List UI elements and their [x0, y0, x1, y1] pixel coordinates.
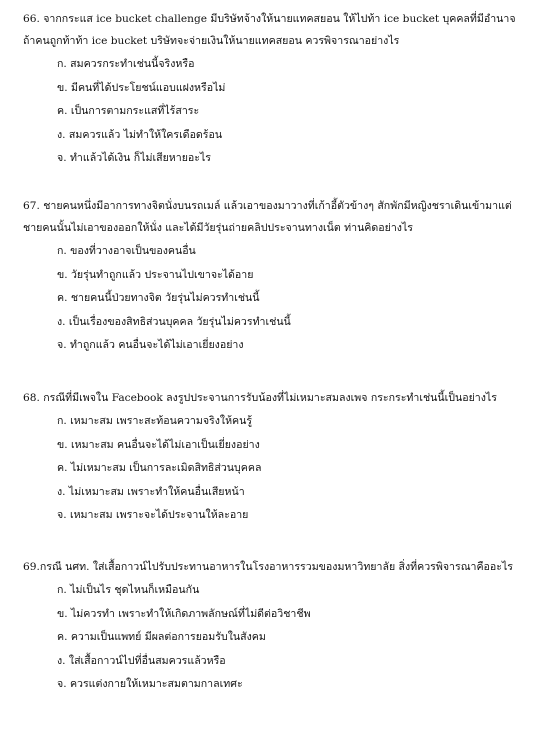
- option-e: จ. ทำถูกแล้ว คนอื่นจะได้ไม่เอาเยี่ยงอย่าง: [57, 339, 244, 351]
- option-b: ข. มีคนที่ได้ประโยชน์แอบแฝงหรือไม่: [57, 81, 226, 94]
- option-c: ค. ไม่เหมาะสม เป็นการละเมิดสิทธิส่วนบุคคล: [57, 462, 262, 474]
- option-a: ก. สมควรกระทำเช่นนี้จริงหรือ: [57, 58, 195, 70]
- option-d: ง. ไม่เหมาะสม เพราะทำให้คนอื่นเสียหน้า: [57, 485, 245, 498]
- option-b: ข. ไม่ควรทำ เพราะทำให้เกิดภาพลักษณ์ที่ไม่ดีต่อวิชาชีพ: [57, 607, 311, 620]
- option-d: ง. สมควรแล้ว ไม่ทำให้ใครเดือดร้อน: [57, 128, 223, 141]
- option-c: ค. เป็นการตามกระแสที่ไร้สาระ: [57, 105, 200, 117]
- option-d: ง. ใส่เสื้อกาวน์ไปที่อื่นสมควรแล้วหรือ: [57, 654, 226, 667]
- question-stem: 69.กรณี นศท. ใส่เสื้อกาวน์ไปรับประทานอาหารในโรงอาหารรวมของมหาวิทยาลัย สิ่งที่ควรพิจารณาคืออะไร: [23, 561, 513, 573]
- option-c: ค. ความเป็นแพทย์ มีผลต่อการยอมรับในสังคม: [57, 631, 266, 643]
- question-66: [23, 8, 528, 171]
- option-list: [57, 410, 528, 528]
- option-a: ก. เหมาะสม เพราะสะท้อนความจริงให้คนรู้: [57, 415, 253, 427]
- question-stem: 68. กรณีที่มีเพจใน Facebook ลงรูปประจานการรับน้องที่ไม่เหมาะสมลงเพจ กระกระทำเช่นนี้เป็นอย่างไร: [23, 392, 497, 404]
- question-67: [23, 195, 528, 358]
- question-stem: 66. จากกระแส ice bucket challenge มีบริษัทจ้างให้นายแทคสยอน ให้ไปท้า ice bucket บุคคลที่มีอำนาจ ถ้าคนถูกท้าท้า ice bucket บริษัทจะจ่ายเงินให้นายแทคสยอน ควรพิจารณาอย่างไร: [23, 13, 516, 47]
- option-e: จ. เหมาะสม เพราะจะได้ประจานให้ละอาย: [57, 509, 249, 521]
- option-list: [57, 579, 528, 697]
- option-a: ก. ไม่เป็นไร ชุดไหนก็เหมือนกัน: [57, 584, 200, 596]
- option-b: ข. เหมาะสม คนอื่นจะได้ไม่เอาเป็นเยี่ยงอย่าง: [57, 438, 260, 451]
- option-a: ก. ของที่วางอาจเป็นของคนอื่น: [57, 245, 196, 257]
- question-stem: 67. ชายคนหนึ่งมีอาการทางจิตนั่งบนรถเมล์ แล้วเอาของมาวางที่เก้าอี้ตัวข้างๆ สักพักมีหญิงชราเดินเข้ามาแต่ชายคนนั้นไม่เอาของออกให้นั่ง และได้มีวัยรุ่นถ่ายคลิปประจานทางเน็ต ท่านคิดอย่างไร: [23, 200, 512, 234]
- question-68: [23, 387, 528, 528]
- option-e: จ. ควรแต่งกายให้เหมาะสมตามกาลเทศะ: [57, 678, 243, 690]
- option-e: จ. ทำแล้วได้เงิน ก็ไม่เสียหายอะไร: [57, 152, 211, 164]
- question-69: [23, 556, 528, 697]
- option-list: [57, 53, 528, 171]
- option-list: [57, 240, 528, 358]
- option-d: ง. เป็นเรื่องของสิทธิส่วนบุคคล วัยรุ่นไม่ควรทำเช่นนี้: [57, 315, 291, 328]
- option-c: ค. ชายคนนี้ป่วยทางจิต วัยรุ่นไม่ควรทำเช่นนี้: [57, 292, 260, 304]
- option-b: ข. วัยรุ่นทำถูกแล้ว ประจานไปเขาจะได้อาย: [57, 268, 254, 281]
